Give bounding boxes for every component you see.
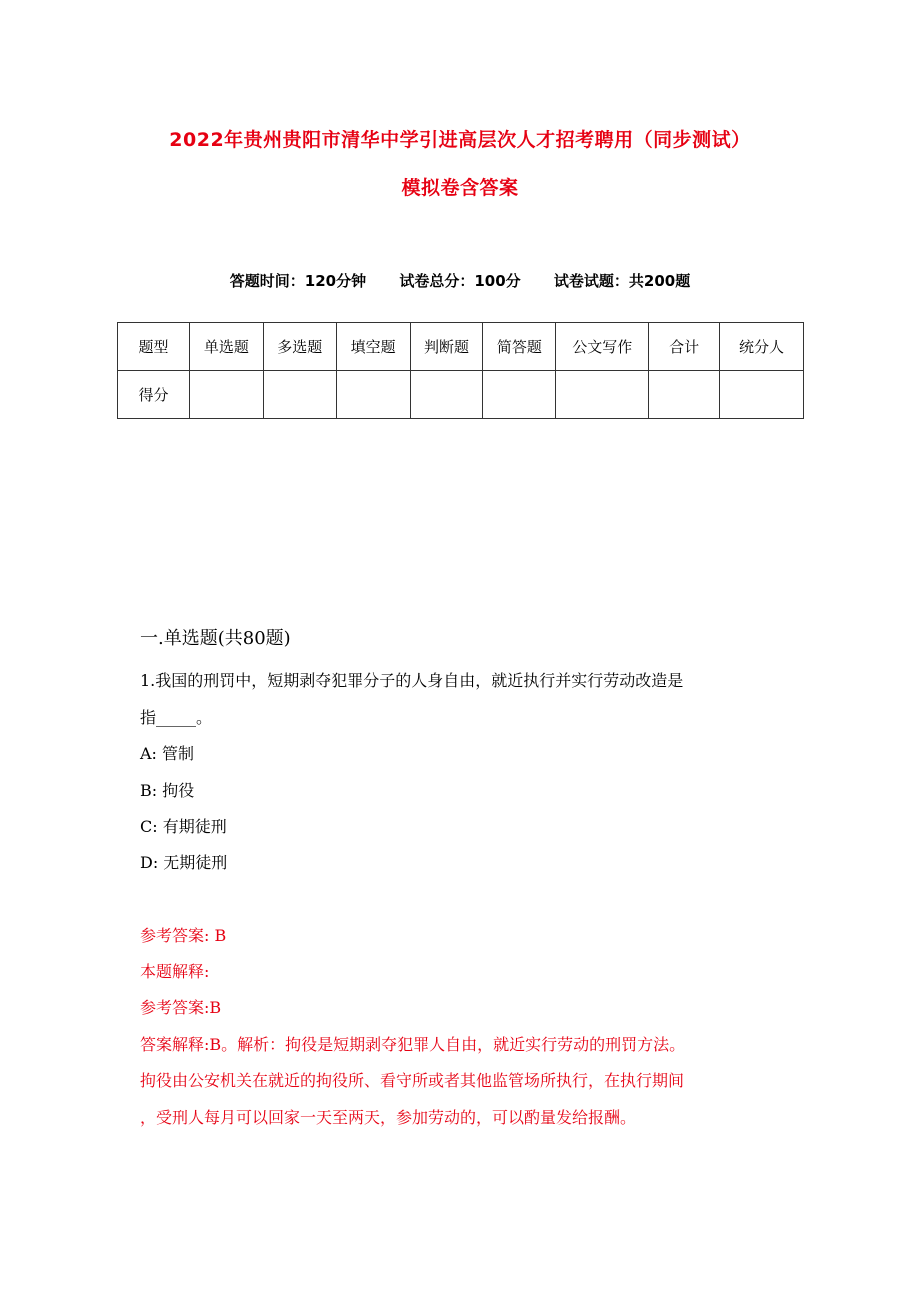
score-cell	[410, 371, 483, 419]
question-stem-line-2: 指_____。	[140, 708, 213, 727]
score-cell	[649, 371, 720, 419]
score-cell	[483, 371, 556, 419]
explanation-label: 本题解释:	[140, 962, 210, 981]
score-table-score-row	[118, 371, 804, 419]
score-cell	[263, 371, 336, 419]
option-d: D: 无期徒刑	[140, 853, 228, 872]
exam-meta	[0, 270, 920, 291]
document-title-line-2: 模拟卷含答案	[401, 177, 519, 199]
score-cell	[189, 371, 263, 419]
explanation-line-1: 答案解释:B。解析：拘役是短期剥夺犯罪人自由，就近实行劳动的刑罚方法。	[140, 1035, 686, 1054]
reference-answer: 参考答案: B	[140, 926, 227, 945]
header-cell-single-choice: 单选题	[189, 323, 263, 371]
header-cell-official-writing: 公文写作	[556, 323, 649, 371]
document-title-line-1: 2022年贵州贵阳市清华中学引进高层次人才招考聘用（同步测试）	[169, 129, 751, 151]
row-label-score: 得分	[118, 371, 190, 419]
header-cell-scorer: 统分人	[720, 323, 804, 371]
exam-time: 答题时间：120分钟	[229, 272, 367, 290]
section-heading: 一.单选题(共80题)	[140, 628, 291, 649]
score-cell	[720, 371, 804, 419]
exam-total-questions: 试卷试题：共200题	[553, 272, 691, 290]
option-a: A: 管制	[140, 744, 195, 763]
reference-answer-repeat: 参考答案:B	[140, 998, 222, 1017]
score-table-header-row	[118, 323, 804, 371]
option-c: C: 有期徒刑	[140, 817, 227, 836]
option-b: B: 拘役	[140, 781, 195, 800]
explanation-line-3: ，受刑人每月可以回家一天至两天，参加劳动的，可以酌量发给报酬。	[140, 1108, 637, 1127]
header-cell-true-false: 判断题	[410, 323, 483, 371]
header-cell-short-answer: 简答题	[483, 323, 556, 371]
header-cell-fill-blank: 填空题	[336, 323, 410, 371]
question-stem-line-1: 1.我国的刑罚中，短期剥夺犯罪分子的人身自由，就近执行并实行劳动改造是	[140, 671, 684, 690]
explanation-line-2: 拘役由公安机关在就近的拘役所、看守所或者其他监管场所执行，在执行期间	[140, 1071, 685, 1090]
score-table	[117, 322, 804, 419]
header-cell-multiple-choice: 多选题	[263, 323, 336, 371]
header-cell-total: 合计	[649, 323, 720, 371]
exam-total-score: 试卷总分：100分	[399, 272, 521, 290]
header-cell-type: 题型	[118, 323, 190, 371]
score-cell	[556, 371, 649, 419]
score-cell	[336, 371, 410, 419]
